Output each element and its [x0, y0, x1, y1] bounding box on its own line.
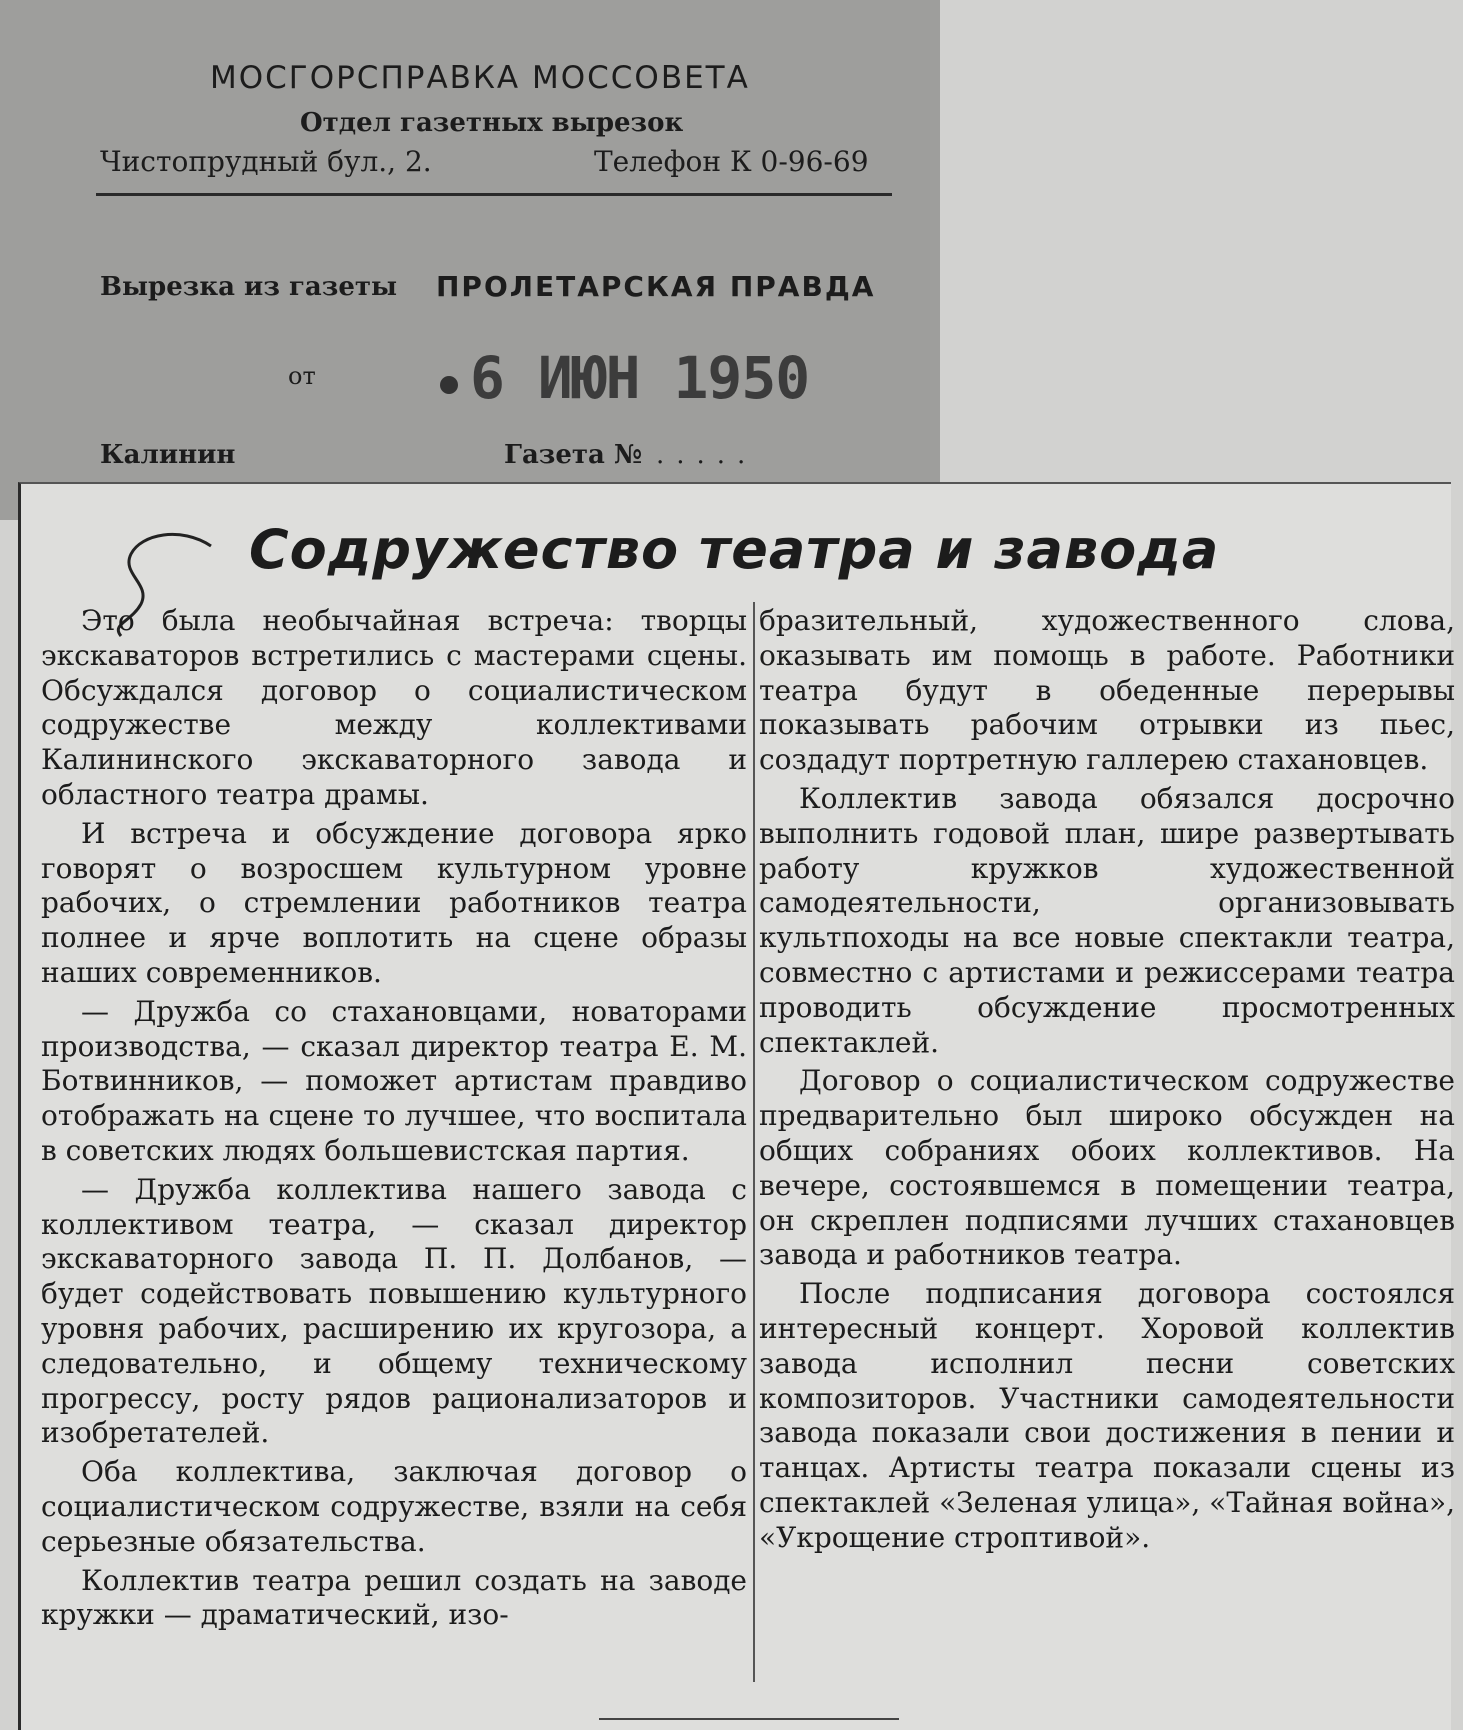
department-name: Отдел газетных вырезок	[300, 108, 684, 138]
date-from-label: от	[288, 362, 316, 390]
paragraph: Это была необычайная встреча: творцы экскаваторов встретились с мастерами сцены. Обсуждался договор о социалистическом содружестве между коллективами Калининского экскаваторного завода и областного театра драмы.	[41, 604, 747, 811]
paragraph: — Дружба коллектива нашего завода с коллективом театра, — сказал директор экскаваторного завода П. П. Долбанов, — будет содействовать повышению культурного уровня рабочих, расширению их кругозора, а следовательно, и общему техническому прогрессу, росту рядов рационализаторов и изобретателей.	[41, 1172, 747, 1450]
paper-number-blank: .....	[656, 440, 758, 470]
paragraph: И встреча и обсуждение договора ярко говорят о возросшем культурном уровне рабочих, о стремлении работников театра полнее и ярче воплотить на сцене образы наших современников.	[41, 816, 747, 989]
paragraph: Коллектив театра решил создать на заводе кружки — драматический, изо-	[41, 1563, 747, 1632]
newspaper-clipping	[18, 482, 1455, 1730]
header-divider	[96, 193, 892, 196]
paragraph: Оба коллектива, заключая договор о социалистическом содружестве, взяли на себя серьезные обязательства.	[41, 1455, 747, 1558]
article-right-column	[759, 604, 1455, 1560]
article-end-rule	[599, 1718, 899, 1720]
paragraph: — Дружба со стахановцами, новаторами производства, — сказал директор театра Е. М. Ботвинников, — поможет артистам правдиво отображать на сцене то лучшее, что воспитала в советских людях большевистская партия.	[41, 994, 747, 1167]
cut-from-label: Вырезка из газеты	[100, 272, 398, 302]
article-left-column	[41, 604, 747, 1637]
paragraph-continuation: бразительный, художественного слова, оказывать им помощь в работе. Работники театра будут в обеденные перерывы показывать рабочим отрывки из пьес, создадут портретную галлерею стахановцев.	[759, 604, 1455, 777]
date-stamp: 6 ИЮН 1950	[470, 344, 810, 412]
article-headline: Содружество театра и завода	[249, 518, 1220, 581]
newspaper-name: ПРОЛЕТАРСКАЯ ПРАВДА	[436, 270, 876, 303]
phone-number: Телефон К 0-96-69	[594, 145, 869, 178]
paragraph: Договор о социалистическом содружестве предварительно был широко обсужден на общих собраниях обоих коллективов. На вечере, состоявшемся в помещении театра, он скреплен подписями лучших стахановцев завода и работников театра.	[759, 1064, 1455, 1272]
paragraph: После подписания договора состоялся интересный концерт. Хоровой коллектив завода исполнил песни советских композиторов. Участники самодеятельности завода показали свои достижения в пении и танцах. Артисты театра показали сцены из спектаклей «Зеленая улица», «Тайная война», «Укрощение строптивой».	[759, 1277, 1455, 1554]
city-name: Калинин	[100, 440, 236, 470]
paragraph: Коллектив завода обязался досрочно выполнить годовой план, шире развертывать работу кружков художественной самодеятельности, организовывать культпоходы на все новые спектакли театра, совместно с артистами и режиссерами театра проводить обсуждение просмотренных спектаклей.	[759, 781, 1455, 1059]
address: Чистопрудный бул., 2.	[100, 145, 432, 178]
stamp-dot-icon	[440, 376, 458, 394]
paper-number-label: Газета №	[504, 440, 643, 470]
clipping-service-card	[0, 0, 940, 520]
column-divider	[753, 602, 755, 1682]
organization-name: МОСГОРСПРАВКА МОССОВЕТА	[210, 60, 750, 96]
